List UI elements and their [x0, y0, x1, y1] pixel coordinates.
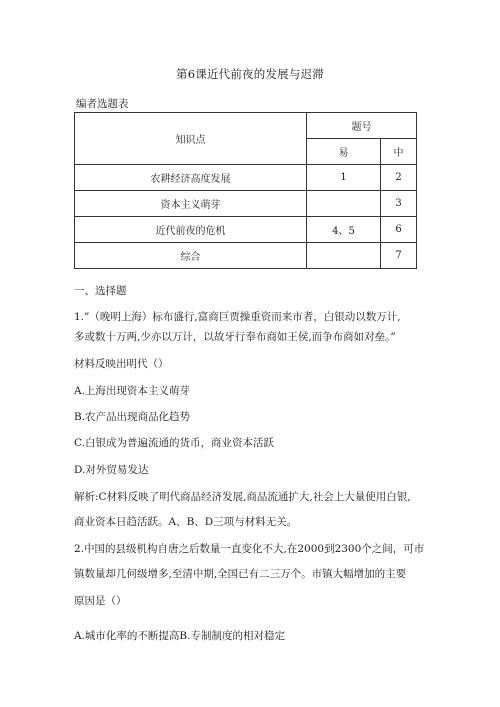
row-medium: 7: [381, 243, 417, 269]
row-medium: 6: [381, 217, 417, 243]
header-knowledge: 知识点: [75, 113, 307, 165]
q2-stem-line: 镇数量却几何级增多,至清中期,全国已有二三万个。市镇大幅增加的主要: [74, 568, 407, 580]
table-row: [75, 165, 417, 191]
q2-stem-line: 原因是（）: [74, 595, 127, 607]
table-row: [75, 217, 417, 243]
q2-stem-line: 2.中国的县级机构自唐之后数量一直变化不大,在2000到2300个之间，可市: [74, 543, 425, 555]
q2-options-ab: A.城市化率的不断提高B.专制制度的相对稳定: [74, 630, 285, 642]
table-caption: 编者选题表: [76, 98, 129, 110]
page-title: 第6课近代前夜的发展与迟滞: [176, 67, 324, 81]
q1-option-c: C.白银成为普遍流通的货币，商业资本活跃: [74, 437, 274, 449]
q1-stem-line: 多或数十万两,少亦以万计，以故牙行奉布商如王侯,而争布商如对垒。”: [74, 331, 396, 343]
row-topic: 农耕经济高度发展: [75, 165, 307, 191]
table-row: [75, 243, 417, 269]
q1-option-d: D.对外贸易发达: [74, 464, 149, 476]
row-easy: [307, 243, 381, 269]
row-medium: 2: [381, 165, 417, 191]
header-easy: 易: [307, 139, 381, 165]
topic-table: [74, 112, 417, 269]
row-topic: 资本主义萌芽: [75, 191, 307, 217]
q1-option-a: A.上海出现资本主义萌芽: [74, 385, 190, 397]
table-row: [75, 191, 417, 217]
q1-analysis-line: 解析:C材料反映了明代商品经济发展,商品流通扩大,社会上大量使用白银,: [74, 491, 411, 503]
row-easy: [307, 191, 381, 217]
row-easy: 1: [307, 165, 381, 191]
q1-analysis-line: 商业资本日趋活跃。A、B、D三项与材料无关。: [74, 516, 298, 528]
q1-option-b: B.农产品出现商品化趋势: [74, 411, 191, 423]
header-medium: 中: [381, 139, 417, 165]
row-topic: 综合: [75, 243, 307, 269]
row-topic: 近代前夜的危机: [75, 217, 307, 243]
row-medium: 3: [381, 191, 417, 217]
q1-stem-line: 材料反映出明代（）: [74, 358, 169, 370]
section-heading: 一、选择题: [74, 285, 127, 297]
row-easy: 4、5: [307, 217, 381, 243]
table-header-row: [75, 113, 417, 139]
q1-stem-line: 1.”（晚明上海）标布盛行,富商巨贾操重资而来市者，白银动以数万计,: [74, 311, 401, 323]
header-question-number: 题号: [307, 113, 417, 139]
